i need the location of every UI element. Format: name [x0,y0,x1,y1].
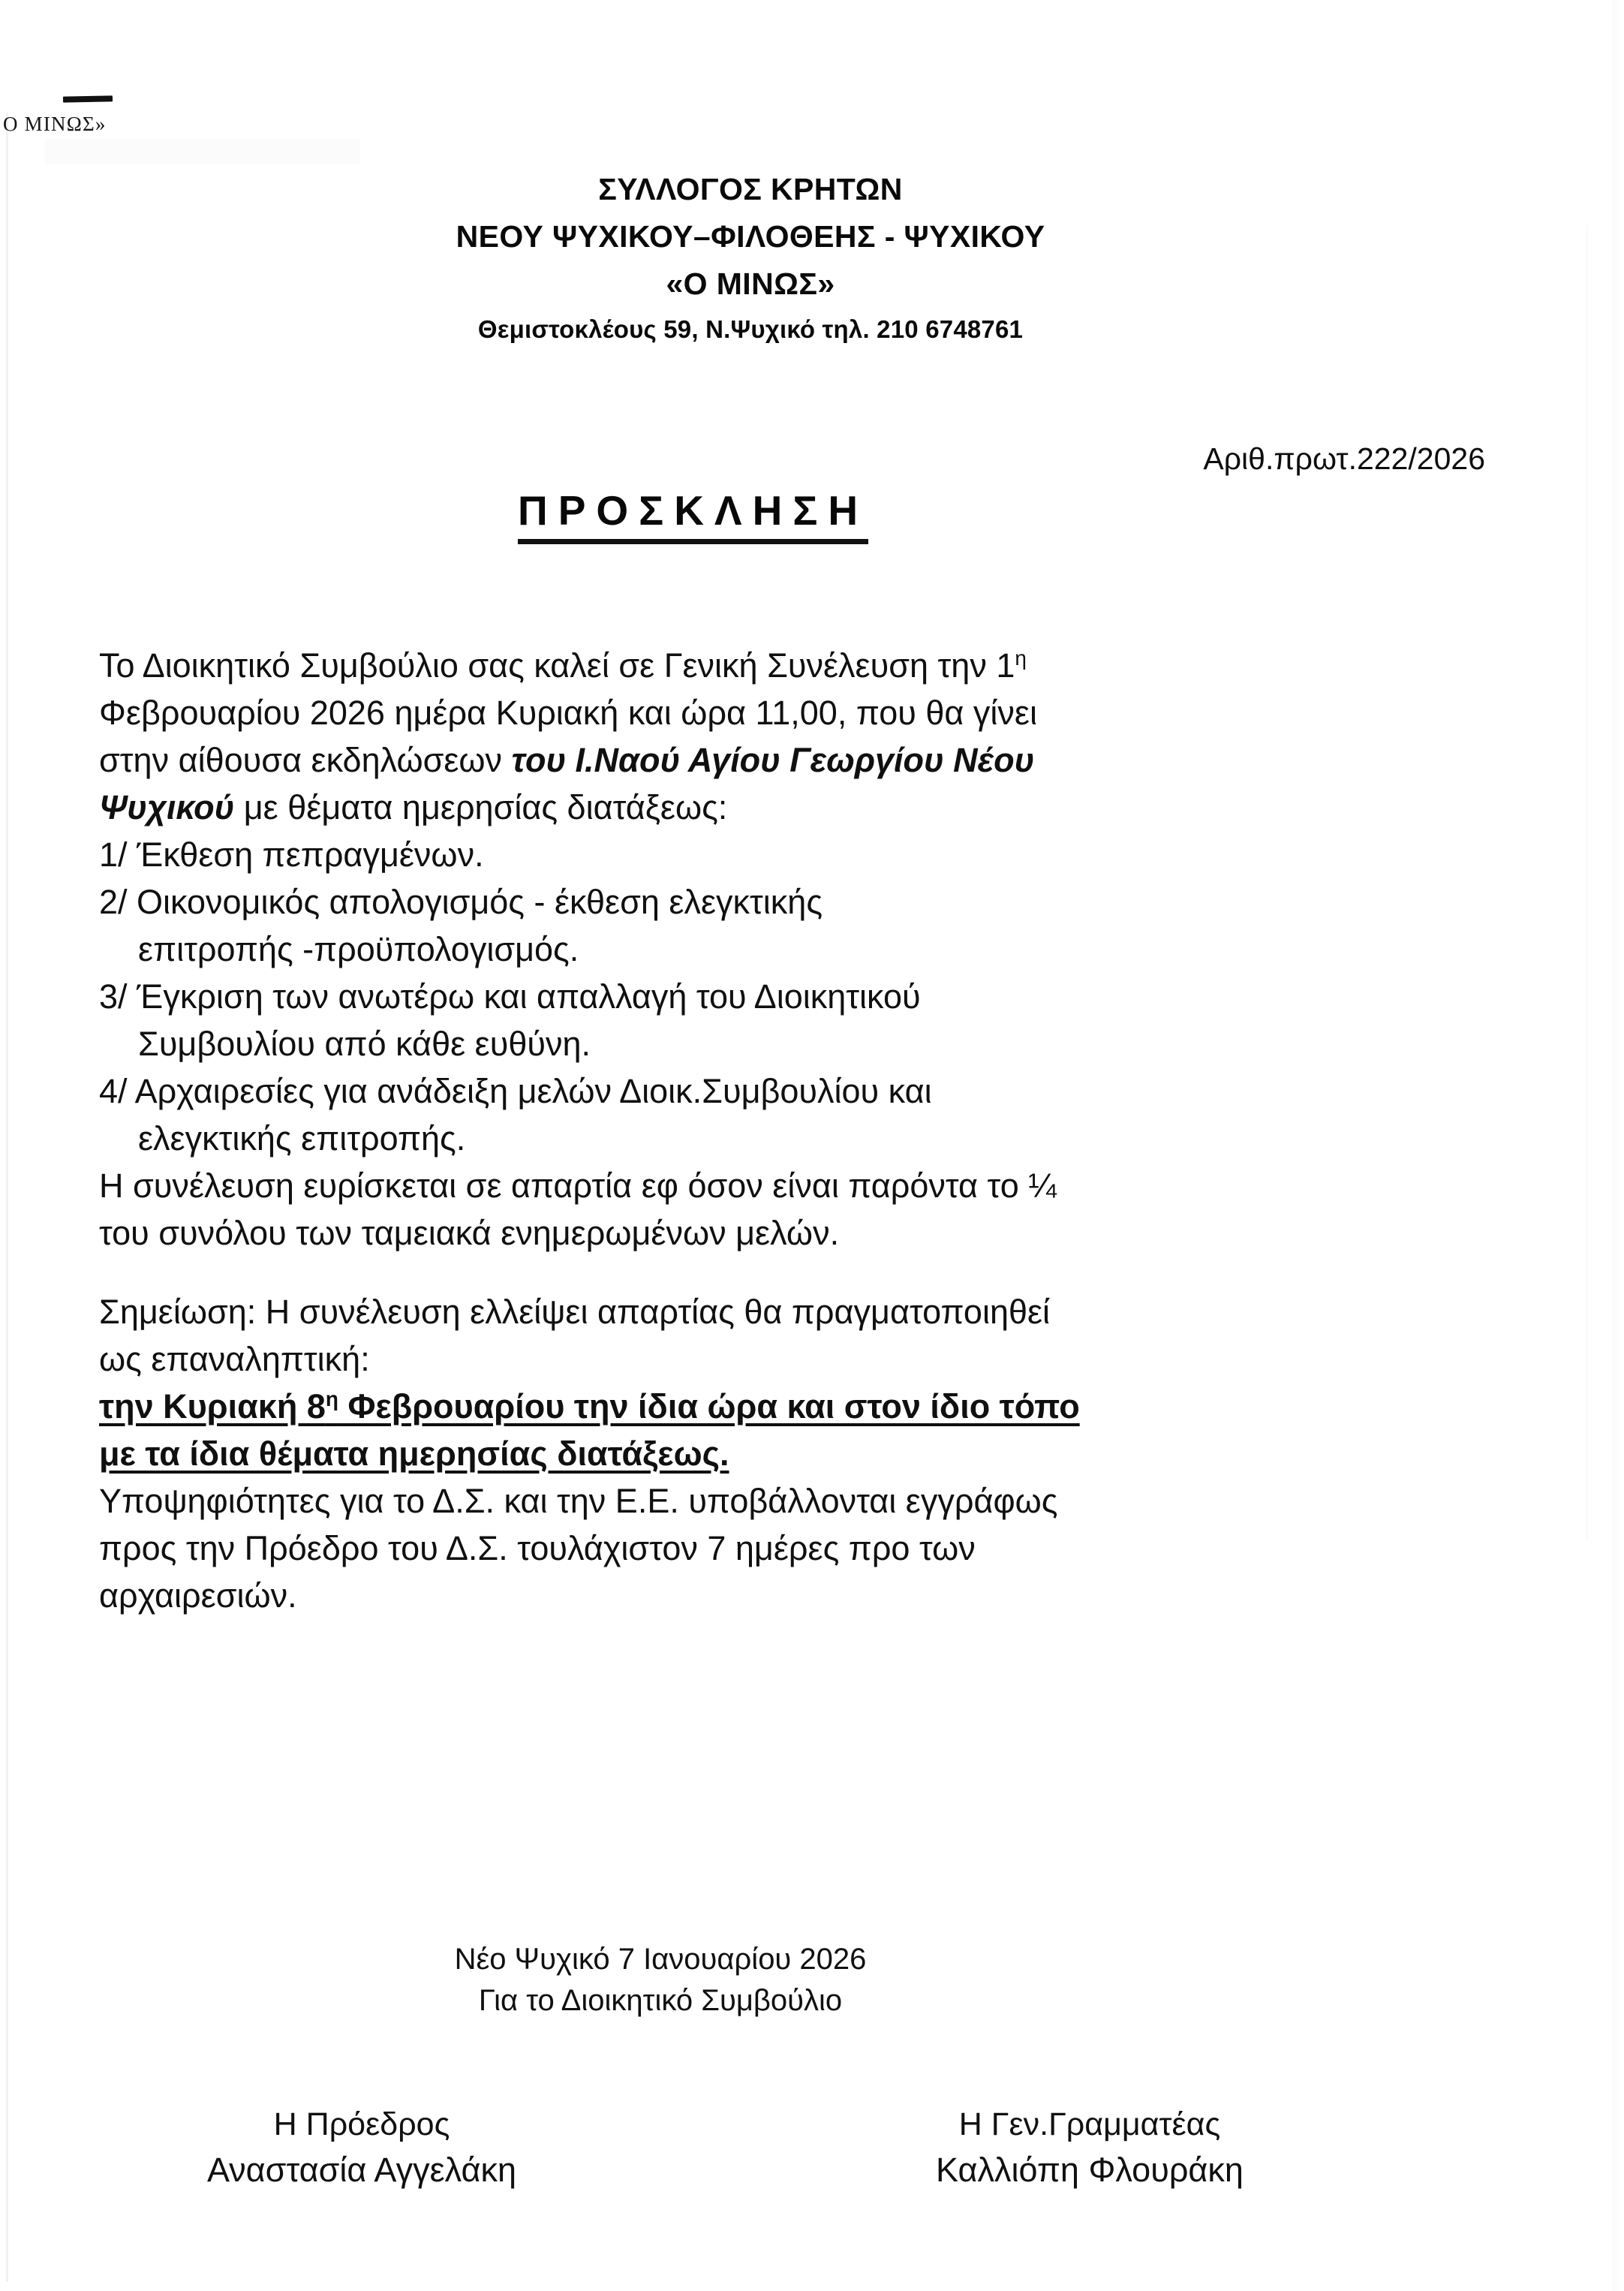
candidacy-line-3: αρχαιρεσιών. [99,1576,297,1615]
document-body [99,642,1472,1619]
signature-row [99,2102,1472,2193]
agenda-item-3-text: Έγκριση των ανωτέρω και απαλλαγή του Διοικητικού [137,977,921,1016]
signature-block [99,2102,1472,2193]
organization-address: Θεμιστοκλέους 59, Ν.Ψυχικό τηλ. 210 6748761 [477,315,1024,344]
agenda-item-3-number: 3/ [99,977,128,1016]
intro-venue-emphasis-b: Ψυχικού [99,788,235,826]
quorum-line-2: του συνόλου των ταμειακά ενημερωμένων μελών. [99,1214,840,1252]
intro-line-2: Φεβρουαρίου 2026 ημέρα Κυριακή και ώρα 11,00, που θα γίνει [99,694,1037,732]
signature-secretary-role: Η Γεν.Γραμματέας [958,2106,1221,2142]
intro-line-1 [99,642,1472,689]
protocol-number: Αριθ.πρωτ.222/2026 [1203,441,1485,476]
intro-line-3 [99,736,1472,784]
repeat-ordinal-superscript: η [325,1387,338,1410]
agenda-item-3 [99,973,1472,1020]
agenda-item-4-number: 4/ [99,1072,128,1110]
agenda-item-2-text: Οικονομικός απολογισμός - έκθεση ελεγκτικής [137,883,823,921]
quorum-line-1: Η συνέλευση ευρίσκεται σε απαρτία εφ όσον είναι παρόντα το ¼ [99,1167,1057,1205]
closing-place-date: Νέο Ψυχικό 7 Ιανουαρίου 2026 [454,1943,867,1976]
repeat-meeting-line-1 [99,1383,1472,1430]
candidacy-line-1: Υποψηφιότητες για το Δ.Σ. και την Ε.Ε. υποβάλλονται εγγράφως [99,1482,1058,1520]
scan-artifact-right-inner [1586,225,1588,1539]
organization-name: ΣΥΛΛΟΓΟΣ ΚΡΗΤΩΝ [598,172,903,206]
closing-block [248,1939,1073,2022]
signature-president-name: Αναστασία Αγγελάκη [206,2151,517,2189]
candidacy-line-2: προς την Πρόεδρο του Δ.Σ. τουλάχιστον 7 ημέρες προ των [99,1529,976,1567]
intro-venue-emphasis-a: του Ι.Ναού Αγίου Γεωργίου Νέου [511,741,1035,779]
intro-line-4-plain: με θέματα ημερησίας διατάξεως: [234,788,728,826]
signature-secretary [797,2102,1382,2193]
agenda-item-2 [99,878,1472,926]
repeat-meeting-line-2: με τα ίδια θέματα ημερησίας διατάξεως. [99,1435,729,1473]
intro-ordinal-superscript: η [1015,646,1027,670]
agenda-item-2-cont: επιτροπής -προϋπολογισμός. [138,930,579,968]
intro-line-4 [99,784,1472,831]
agenda-item-1 [99,831,1472,878]
page-title: ΠΡΟΣΚΛΗΣΗ [518,486,868,544]
page-title-wrapper [518,486,868,544]
stamp-text: Ο ΜΙΝΩΣ» [3,113,107,135]
note-line-2: ως επαναληπτική: [99,1340,370,1378]
stamp-fragment [3,113,183,136]
intro-line-1-text: Το Διοικητικό Συμβούλιο σας καλεί σε Γενική Συνέλευση την 1 [99,646,1015,685]
club-name: «Ο ΜΙΝΩΣ» [666,266,835,302]
scan-artifact-smudge [45,139,360,164]
agenda-item-4-text: Αρχαιρεσίες για ανάδειξη μελών Διοικ.Συμβουλίου και [134,1072,932,1110]
letterhead [0,169,1501,346]
agenda-item-4-cont: ελεγκτικής επιτροπής. [138,1119,466,1158]
agenda-item-2-number: 2/ [99,883,128,921]
agenda-item-1-text: Έκθεση πεπραγμένων. [137,835,484,874]
organization-area: ΝΕΟΥ ΨΥΧΙΚΟΥ–ΦΙΛΟΘΕΗΣ - ΨΥΧΙΚΟΥ [456,219,1045,254]
agenda-item-4 [99,1067,1472,1115]
scan-artifact-right-edge [1612,0,1619,2291]
signature-secretary-name: Καλλιόπη Φλουράκη [936,2151,1244,2189]
note-line-1: Σημείωση: Η συνέλευση ελλείψει απαρτίας θα πραγματοποιηθεί [99,1293,1051,1331]
repeat-meeting-day: την Κυριακή 8 [99,1387,326,1425]
stamp-bar-icon [63,95,113,102]
agenda-item-1-number: 1/ [99,835,128,874]
agenda-item-3-cont: Συμβουλίου από κάθε ευθύνη. [138,1025,591,1063]
signature-president-role: Η Πρόεδρος [273,2106,450,2142]
scan-artifact-left-edge [6,113,8,2282]
closing-for-board: Για το Διοικητικό Συμβούλιο [478,1984,843,2017]
intro-line-3-plain: στην αίθουσα εκδηλώσεων [99,741,512,779]
signature-president [99,2102,624,2193]
repeat-meeting-rest: Φεβρουαρίου την ίδια ώρα και στον ίδιο τόπο [338,1387,1080,1425]
